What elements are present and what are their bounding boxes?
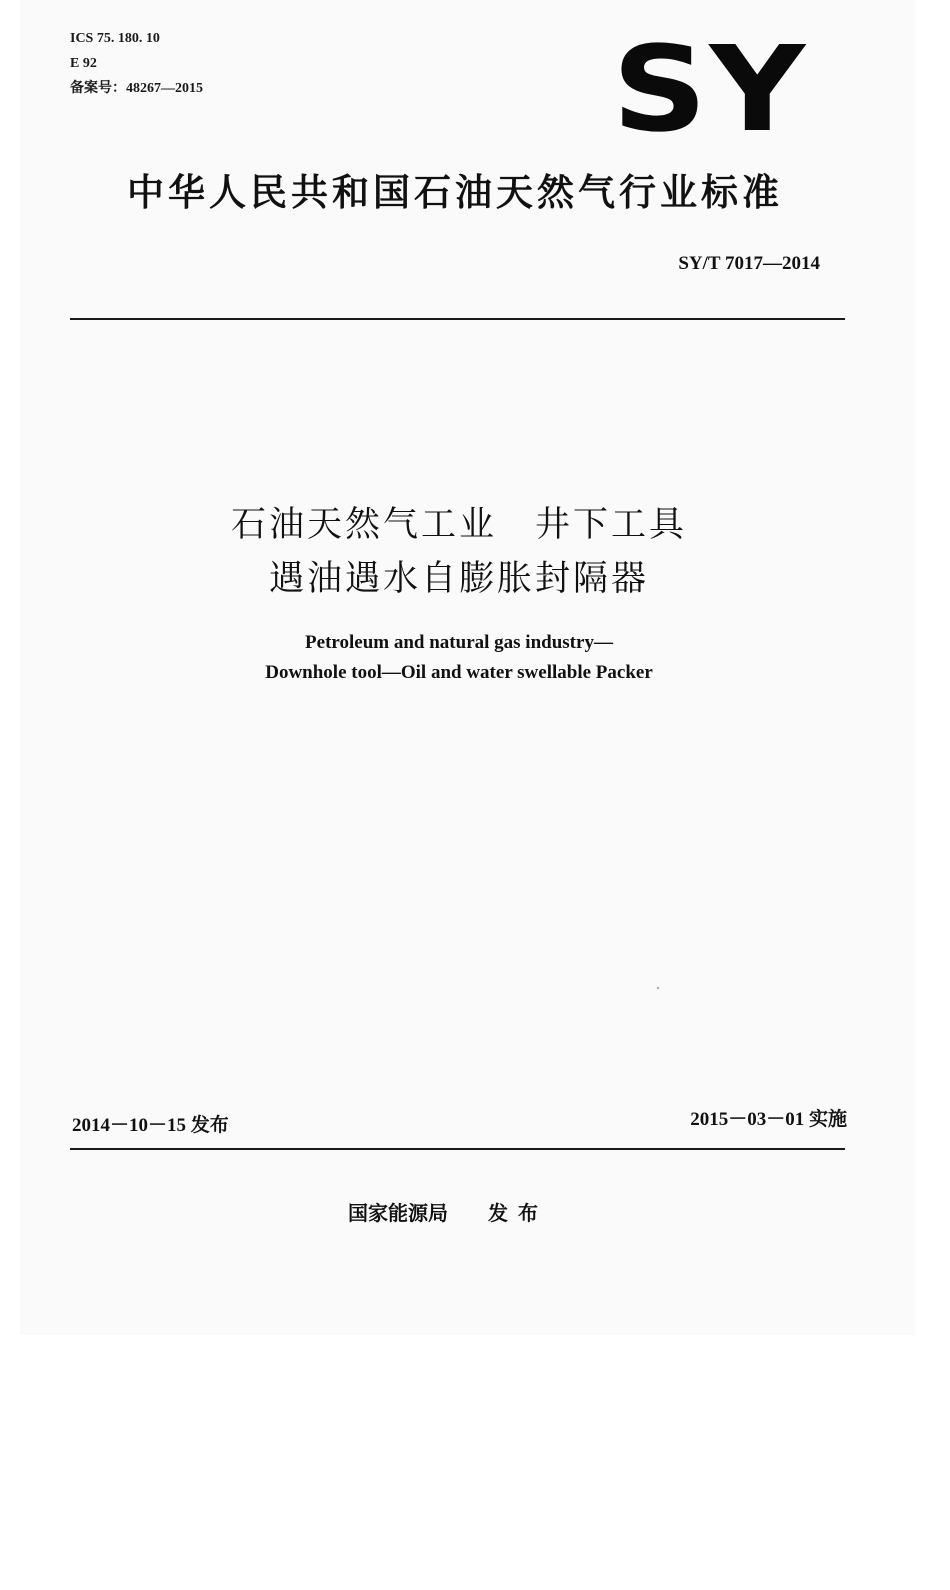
record-number: 备案号：48267—2015 [70,81,203,96]
ics-code: ICS 75. 180. 10 [70,31,160,46]
publisher-name: 国家能源局 [348,1201,448,1225]
publisher-action: 发布 [488,1201,548,1225]
ccs-code: E 92 [70,56,97,71]
issuer-title: 中华人民共和国石油天然气行业标准 [127,171,783,214]
scan-speck [657,987,659,989]
sy-logo: SY [612,20,808,158]
title-cn-line2: 遇油遇水自膨胀封隔器 [268,559,649,599]
title-cn-line1: 石油天然气工业 井下工具 [230,505,687,545]
bottom-divider [70,1148,845,1150]
top-divider [70,318,845,320]
title-en-line1: Petroleum and natural gas industry— [305,632,613,653]
classification-block [70,26,203,101]
publisher-line [348,1197,548,1226]
standard-number: SY/T 7017—2014 [678,253,820,274]
issue-date: 2014－10－15 发布 [72,1115,229,1136]
implementation-date: 2015－03－01 实施 [690,1109,847,1130]
title-en-line2: Downhole tool—Oil and water swellable Packer [265,662,653,683]
